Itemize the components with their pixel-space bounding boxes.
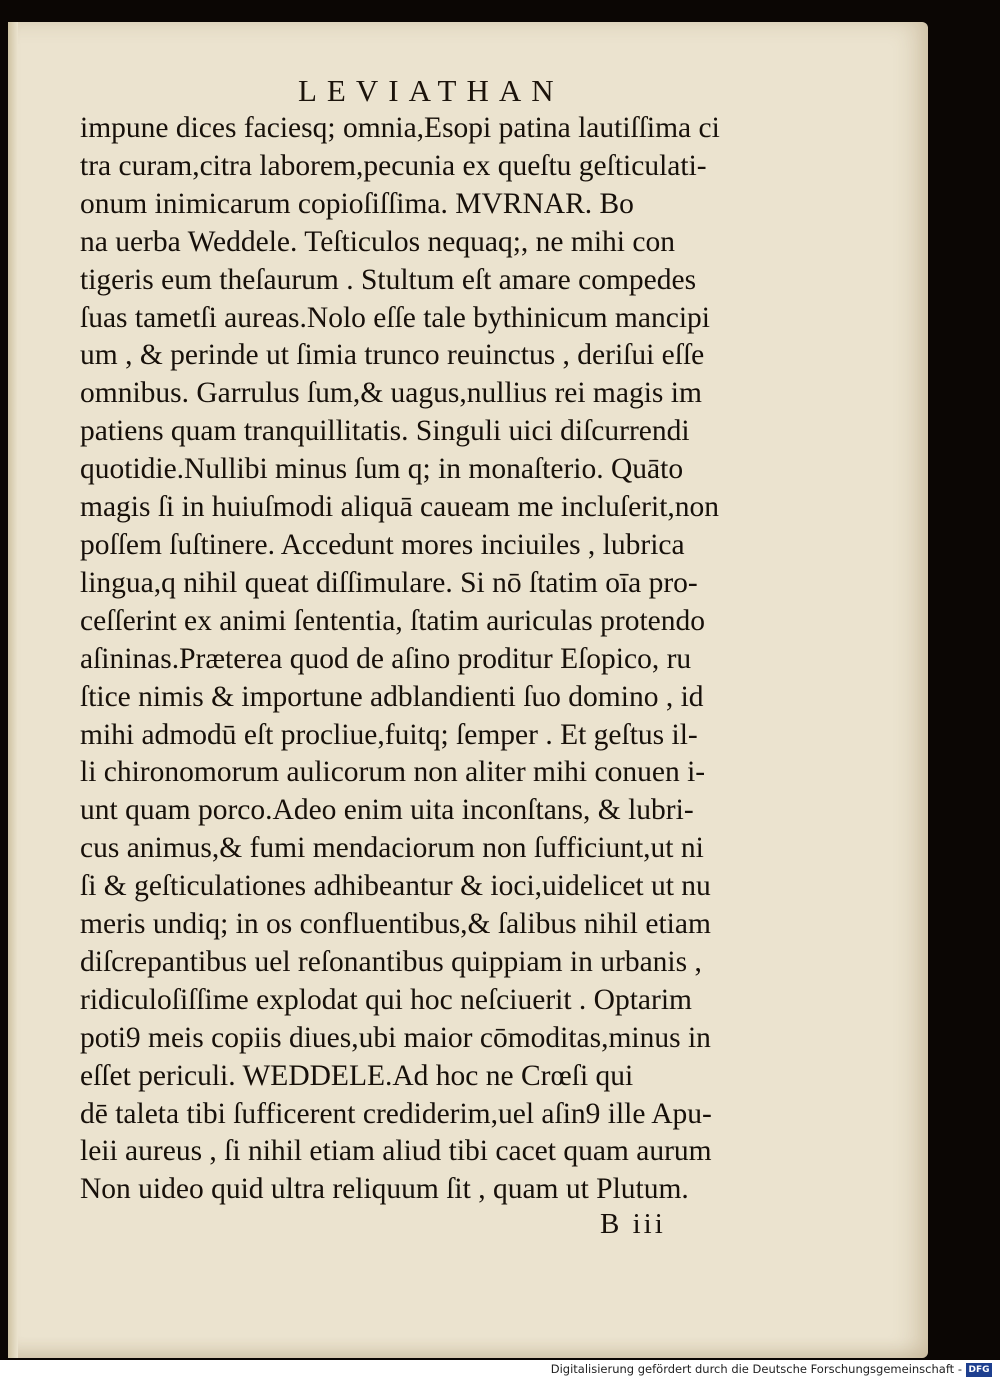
running-head: LEVIATHAN bbox=[298, 73, 564, 108]
page-gutter-edge bbox=[8, 22, 18, 1358]
text-line: na uerba Weddele. Teſticulos nequaq;, ne mihi con bbox=[80, 225, 675, 258]
text-line: mihi admodū eſt procliue,fuitq; ſemper . Et geſtus il- bbox=[80, 718, 698, 751]
text-line: ſuas tametſi aureas.Nolo eſſe tale bythinicum mancipi bbox=[80, 301, 710, 334]
text-line: quotidie.Nullibi minus ſum q; in monaſterio. Quāto bbox=[80, 453, 684, 486]
text-line: dē taleta tibi ſufficerent crediderim,uel aſin9 ille Apu- bbox=[80, 1097, 712, 1130]
footer-credit: Digitalisierung gefördert durch die Deutsche Forschungsgemeinschaft - bbox=[550, 1362, 962, 1376]
text-line: diſcrepantibus uel reſonantibus quippiam in urbanis , bbox=[80, 945, 702, 978]
text-block bbox=[80, 110, 770, 1209]
text-line: unt quam porco.Adeo enim uita inconſtans, & lubri- bbox=[80, 794, 694, 827]
text-line: li chironomorum aulicorum non aliter mihi conuen i- bbox=[80, 756, 706, 789]
dfg-logo-icon: DFG bbox=[966, 1363, 992, 1377]
book-page bbox=[8, 22, 928, 1358]
text-line: tigeris eum theſaurum . Stultum eſt amare compedes bbox=[80, 263, 697, 296]
text-line: patiens quam tranquillitatis. Singuli uici diſcurrendi bbox=[80, 415, 690, 448]
text-line: ſtice nimis & importune adblandienti ſuo domino , id bbox=[80, 680, 704, 713]
signature-mark: B iii bbox=[600, 1208, 666, 1240]
text-line: lingua,q nihil queat diſſimulare. Si nō ſtatim oīa pro- bbox=[80, 566, 698, 599]
text-line: ridiculoſiſſime explodat qui hoc neſciuerit . Optarim bbox=[80, 983, 692, 1016]
text-line: eſſet periculi. WEDDELE.Ad hoc ne Crœſi qui bbox=[80, 1059, 634, 1092]
text-line: omnibus. Garrulus ſum,& uagus,nullius rei magis im bbox=[80, 377, 702, 410]
text-line: ſi & geſticulationes adhibeantur & ioci,uidelicet ut nu bbox=[80, 870, 711, 903]
text-line: meris undiq; in os confluentibus,& ſalibus nihil etiam bbox=[80, 908, 711, 941]
text-line: um , & perinde ut ſimia trunco reuinctus , deriſui eſſe bbox=[80, 339, 705, 372]
text-line: leii aureus , ſi nihil etiam aliud tibi cacet quam aurum bbox=[80, 1135, 712, 1168]
text-line: impune dices faciesq; omnia,Esopi patina lautiſſima ci bbox=[80, 112, 720, 144]
text-line: poſſem ſuſtinere. Accedunt mores inciuiles , lubrica bbox=[80, 528, 685, 561]
text-line: aſininas.Præterea quod de aſino proditur Eſopico, ru bbox=[80, 642, 692, 675]
text-line: onum inimicarum copioſiſſima. MVRNAR. Bo bbox=[80, 187, 634, 220]
text-line: cus animus,& fumi mendaciorum non ſufficiunt,ut ni bbox=[80, 832, 704, 865]
text-line: magis ſi in huiuſmodi aliquā caueam me incluſerit,non bbox=[80, 491, 720, 524]
text-line: tra curam,citra laborem,pecunia ex queſtu geſticulati- bbox=[80, 149, 707, 182]
text-line: Non uideo quid ultra reliquum ſit , quam ut Plutum. bbox=[80, 1173, 689, 1206]
footer-bar bbox=[0, 1360, 1000, 1380]
text-line: poti9 meis copiis diues,ubi maior cōmoditas,minus in bbox=[80, 1021, 711, 1054]
text-line: ceſſerint ex animi ſententia, ſtatim auriculas protendo bbox=[80, 604, 706, 637]
